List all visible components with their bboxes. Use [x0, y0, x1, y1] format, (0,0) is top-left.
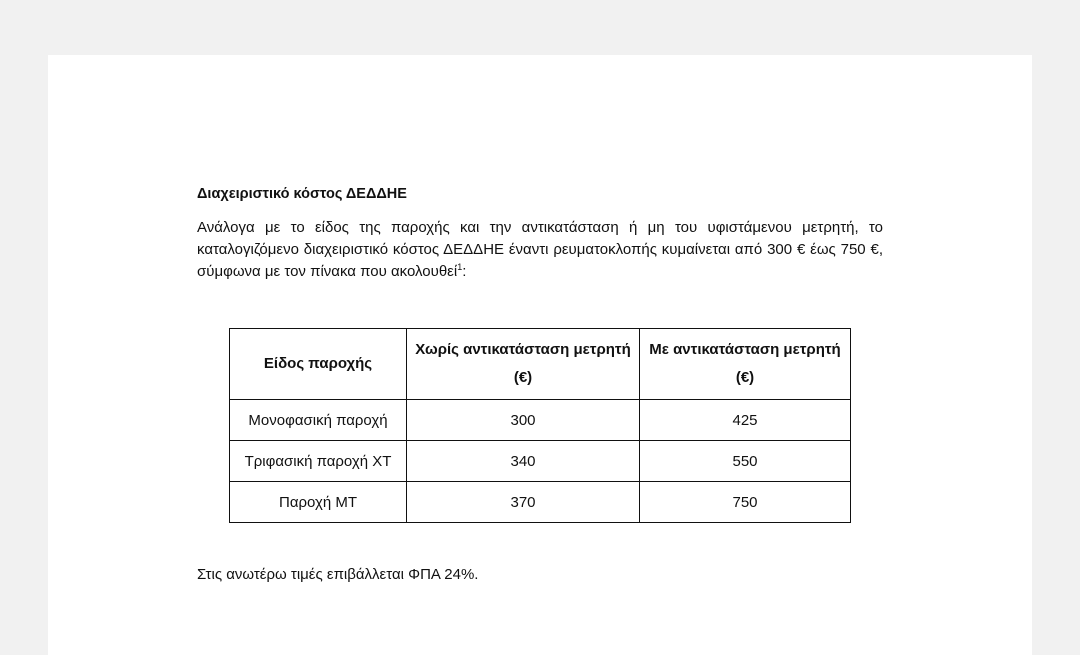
table-cell-supply: Μονοφασική παροχή [230, 400, 407, 441]
header-without-replacement [407, 329, 640, 400]
section-heading: Διαχειριστικό κόστος ΔΕΔΔΗΕ [197, 186, 407, 202]
body-paragraph [197, 217, 883, 283]
header-line: Είδος παροχής [263, 355, 373, 372]
table-cell-supply: Τριφασική παροχή ΧΤ [230, 441, 407, 482]
footnote-reference[interactable]: 1 [457, 262, 463, 272]
paragraph-text: Ανάλογα με το είδος της παροχής και την αντικατάσταση ή μη του υφιστάμενου μετρητή, το καταλογιζόμενο διαχειριστικό κόστος ΔΕΔΔΗΕ έναντι ρευματοκλοπής κυμαίνεται από 300 € έως 750 €, σύμφωνα με τον πίνακα που ακολουθεί [197, 219, 883, 280]
header-unit: (€) [513, 369, 533, 386]
header-line: Χωρίς αντικατάσταση μετρητή [415, 341, 631, 358]
table-cell-without: 340 [407, 441, 640, 482]
table-cell-without: 370 [407, 482, 640, 523]
table-row [230, 441, 851, 482]
table-row [230, 400, 851, 441]
table-cell-supply: Παροχή ΜΤ [230, 482, 407, 523]
document-content [197, 183, 883, 283]
vat-note: Στις ανωτέρω τιμές επιβάλλεται ΦΠΑ 24%. [197, 566, 479, 583]
table-row [230, 482, 851, 523]
table-cell-with: 550 [640, 441, 851, 482]
fees-table [229, 328, 851, 523]
table-cell-without: 300 [407, 400, 640, 441]
header-supply-type [230, 329, 407, 400]
table-cell-with: 425 [640, 400, 851, 441]
paragraph-end: : [462, 263, 467, 280]
table-cell-with: 750 [640, 482, 851, 523]
table-header-row [230, 329, 851, 400]
document-page [48, 55, 1032, 655]
header-line: Με αντικατάσταση μετρητή [649, 341, 841, 358]
header-with-replacement [640, 329, 851, 400]
header-unit: (€) [735, 369, 755, 386]
